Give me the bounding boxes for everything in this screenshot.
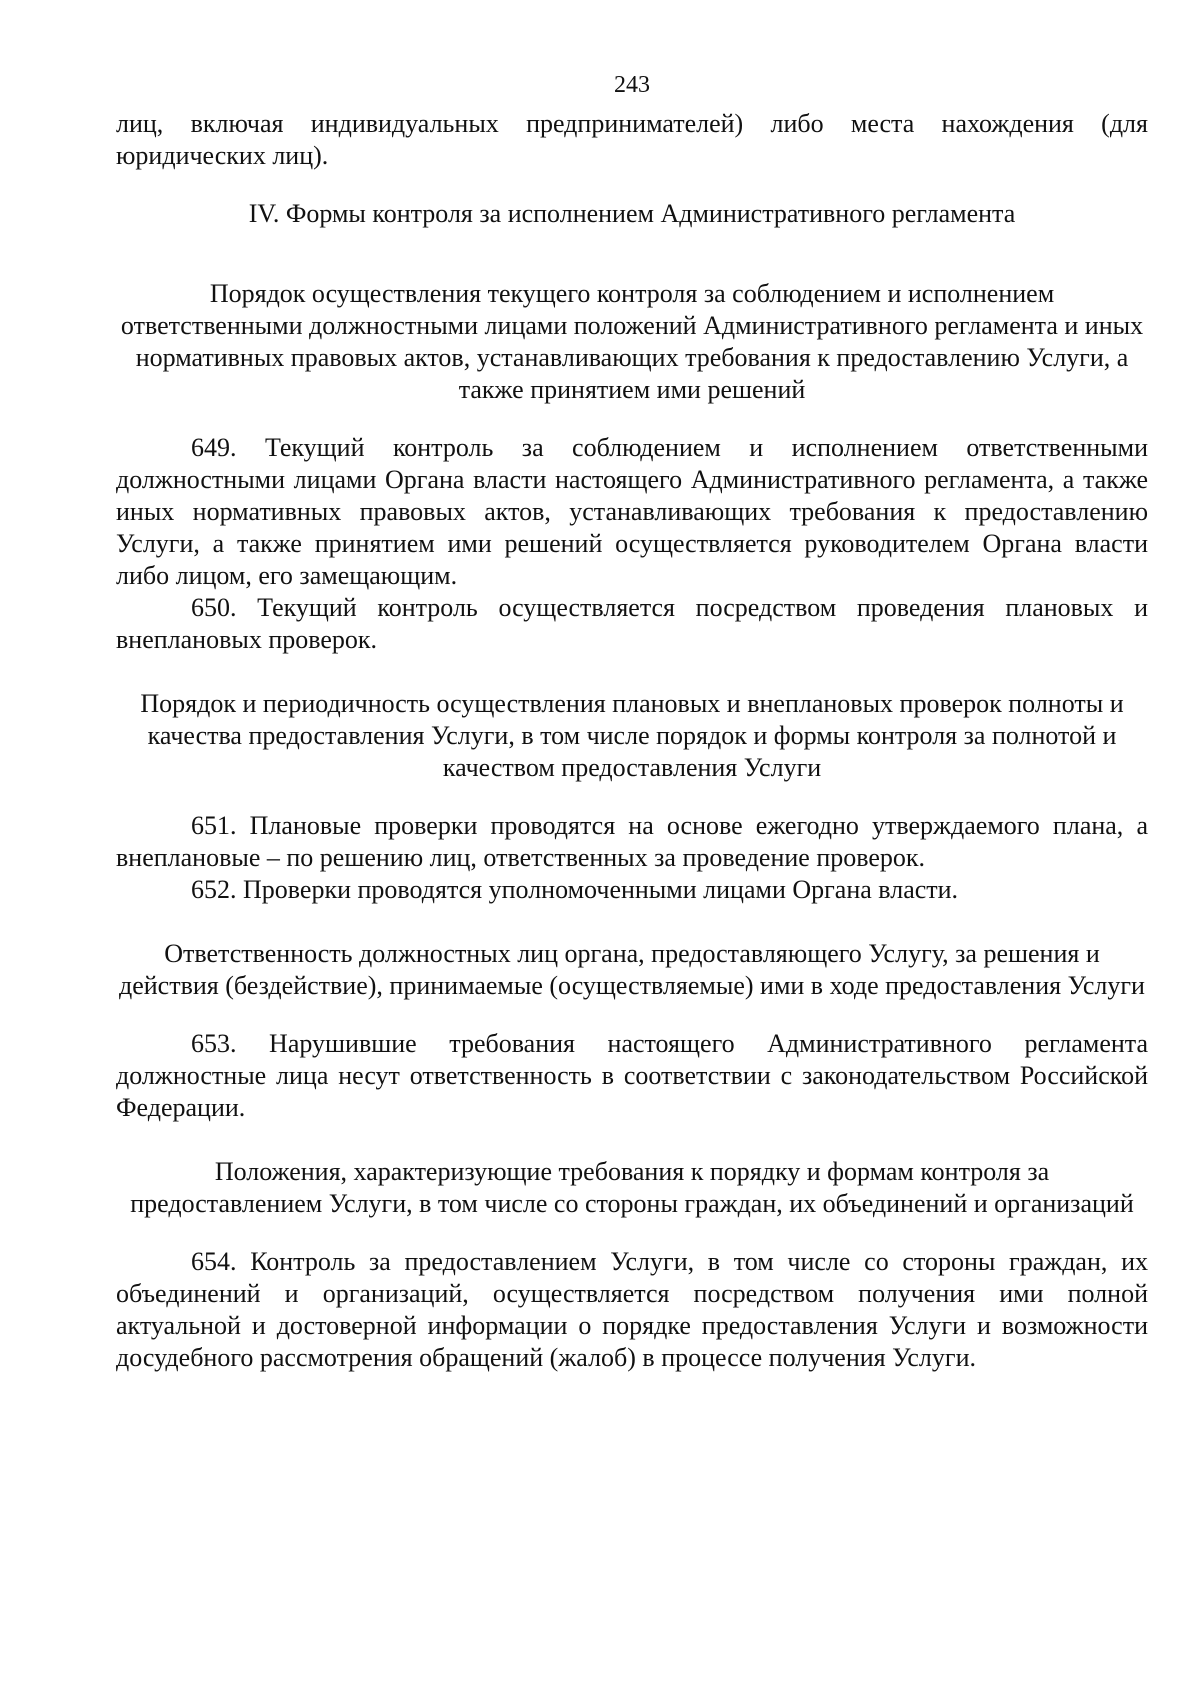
paragraph-650: 650. Текущий контроль осуществляется посредством проведения плановых и внеплановых проверок. (116, 593, 1148, 654)
document-page (116, 70, 1148, 1374)
heading-current-control: Порядок осуществления текущего контроля за соблюдением и исполнением ответственными должностными лицами положений Административного регламента и иных нормативных правовых актов, устанавливающих требования к предоставлению Услуги, а также принятием ими решений (120, 279, 1144, 404)
paragraph-652: 652. Проверки проводятся уполномоченными лицами Органа власти. (191, 875, 959, 904)
heading-responsibility: Ответственность должностных лиц органа, предоставляющего Услугу, за решения и действия (бездействие), принимаемые (осуществляемые) ими в ходе предоставления Услуги (119, 939, 1145, 1000)
heading-control-requirements: Положения, характеризующие требования к порядку и формам контроля за предоставлением Услуги, в том числе со стороны граждан, их объединений и организаций (130, 1157, 1134, 1218)
heading-inspections: Порядок и периодичность осуществления плановых и внеплановых проверок полноты и качества предоставления Услуги, в том числе порядок и формы контроля за полнотой и качеством предоставления Услуги (140, 689, 1124, 782)
paragraph-654: 654. Контроль за предоставлением Услуги, в том числе со стороны граждан, их объединений и организаций, осуществляется посредством получения ими полной актуальной и достоверной информации о порядке предоставления Услуги и возможности досудебного рассмотрения обращений (жалоб) в процессе получения Услуги. (116, 1247, 1148, 1372)
page-number: 243 (614, 72, 650, 98)
intro-continuation-paragraph: лиц, включая индивидуальных предпринимателей) либо места нахождения (для юридических лиц). (116, 109, 1148, 170)
spacer (116, 1124, 1148, 1156)
spacer (116, 656, 1148, 688)
paragraph-649: 649. Текущий контроль за соблюдением и исполнением ответственными должностными лицами Органа власти настоящего Административного регламента, а также иных нормативных правовых актов, устанавливающих требования к предоставлению Услуги, а также принятием ими решений осуществляется руководителем Органа власти либо лицом, его замещающим. (116, 433, 1148, 590)
paragraph-651: 651. Плановые проверки проводятся на основе ежегодно утверждаемого плана, а внеплановые – по решению лиц, ответственных за проведение проверок. (116, 811, 1148, 872)
spacer (116, 906, 1148, 938)
paragraph-653: 653. Нарушившие требования настоящего Административного регламента должностные лица несут ответственность в соответствии с законодательством Российской Федерации. (116, 1029, 1148, 1122)
section-title: IV. Формы контроля за исполнением Административного регламента (248, 199, 1016, 228)
